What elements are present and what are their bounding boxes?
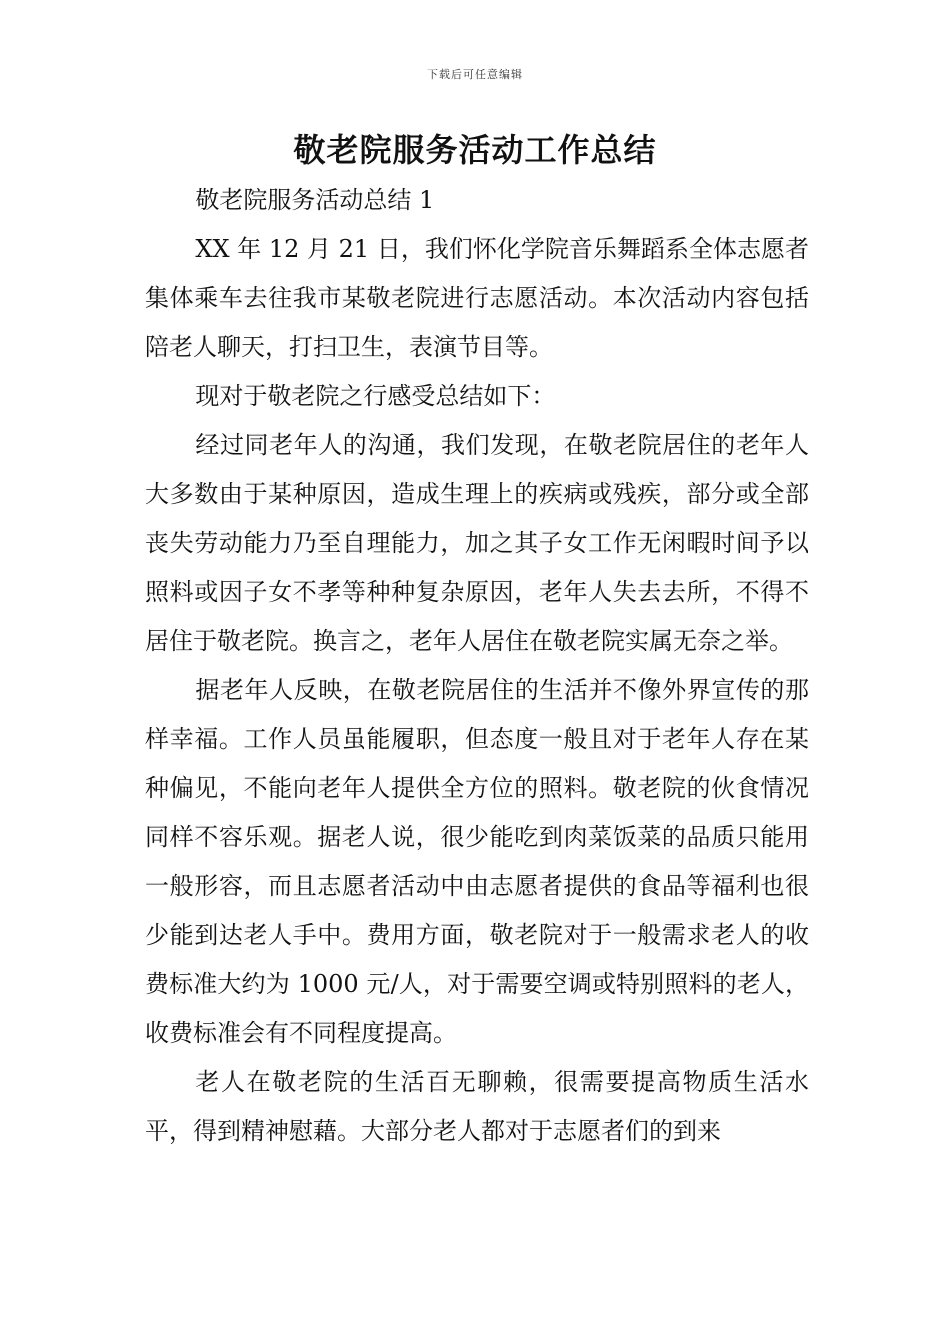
paragraph: 老人在敬老院的生活百无聊赖，很需要提高物质生活水平，得到精神慰藉。大部分老人都对于志愿者们的到来	[145, 1068, 809, 1145]
paragraph: 经过同老年人的沟通，我们发现，在敬老院居住的老年人大多数由于某种原因，造成生理上的疾病或残疾，部分或全部丧失劳动能力乃至自理能力，加之其子女工作无闲暇时间予以照料或因子女不孝等种种复杂原因，老年人失去去所，不得不居住于敬老院。换言之，老年人居住在敬老院实属无奈之举。	[145, 431, 809, 655]
paragraph: XX 年 12 月 21 日，我们怀化学院音乐舞蹈系全体志愿者集体乘车去往我市某敬老院进行志愿活动。本次活动内容包括陪老人聊天，打扫卫生，表演节目等。	[145, 235, 809, 361]
paragraph: 据老年人反映，在敬老院居住的生活并不像外界宣传的那样幸福。工作人员虽能履职，但态度一般且对于老年人存在某种偏见，不能向老年人提供全方位的照料。敬老院的伙食情况同样不容乐观。据老人说，很少能吃到肉菜饭菜的品质只能用一般形容，而且志愿者活动中由志愿者提供的食品等福利也很少能到达老人手中。费用方面，敬老院对于一般需求老人的收费标准大约为 1000 元/人，对于需要空调或特别照料的老人，收费标准会有不同程度提高。	[145, 676, 809, 1047]
document-body	[145, 176, 809, 1156]
section-subtitle: 敬老院服务活动总结 1	[195, 186, 435, 214]
paragraph: 现对于敬老院之行感受总结如下：	[195, 382, 556, 410]
document-title: 敬老院服务活动工作总结	[293, 131, 657, 169]
header-note: 下载后可任意编辑	[427, 68, 523, 81]
